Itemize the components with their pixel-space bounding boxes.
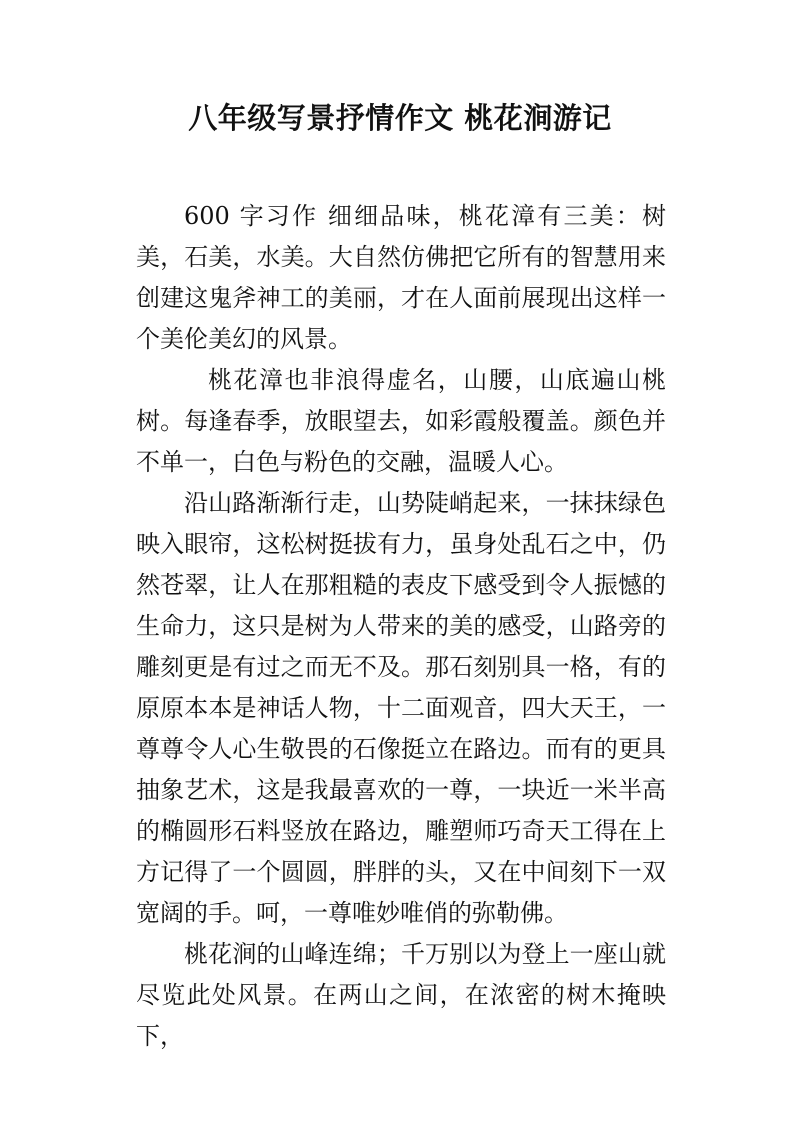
paragraph-3: 沿山路渐渐行走，山势陡峭起来，一抹抹绿色映入眼帘，这松树挺拔有力，虽身处乱石之中，仍然苍翠，让人在那粗糙的表皮下感受到令人振憾的生命力，这只是树为人带来的美的感受，山路旁的雕刻更是有过之而无不及。那石刻别具一格，有的原原本本是神话人物，十二面观音，四大天王，一尊尊令人心生敬畏的石像挺立在路边。而有的更具抽象艺术，这是我最喜欢的一尊，一块近一米半高的椭圆形石料竖放在路边，雕塑师巧奇天工得在上方记得了一个圆圆，胖胖的头，又在中间刻下一双宽阔的手。呵，一尊唯妙唯俏的弥勒佛。	[136, 489, 666, 927]
paragraph-1: 600 字习作 细细品味，桃花漳有三美：树美，石美，水美。大自然仿佛把它所有的智慧用来创建这鬼斧神工的美丽，才在人面前展现出这样一个美伦美幻的风景。	[136, 202, 666, 353]
paragraph-2: 桃花漳也非浪得虚名，山腰，山底遍山桃树。每逢春季，放眼望去，如彩霞般覆盖。颜色并不单一，白色与粉色的交融，温暖人心。	[136, 366, 666, 476]
page-title: 八年级写景抒情作文 桃花涧游记	[188, 101, 612, 135]
article-body	[136, 196, 666, 1057]
paragraph-4: 桃花涧的山峰连绵；千万别以为登上一座山就尽览此处风景。在两山之间，在浓密的树木掩映下，	[136, 940, 666, 1050]
